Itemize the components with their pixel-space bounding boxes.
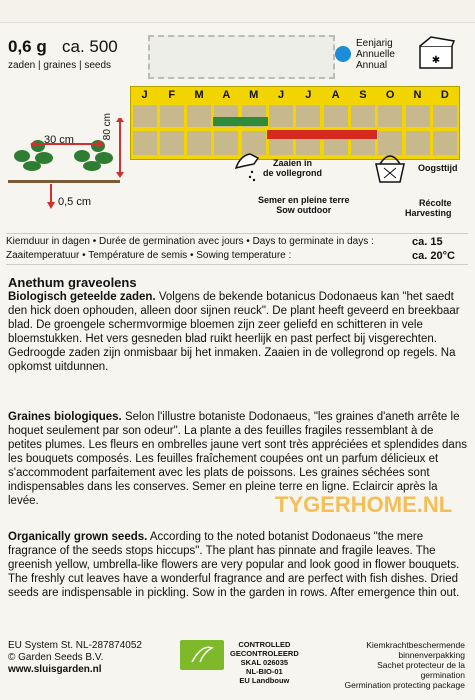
seed-units: zaden | graines | seeds xyxy=(8,60,112,71)
fr-lead: Graines biologiques. xyxy=(8,411,122,423)
annual-dot xyxy=(335,46,351,62)
plant-spacing: 30 cm xyxy=(44,134,74,146)
seed-weight: 0,6 g xyxy=(8,37,47,56)
species-name: Anethum graveolens xyxy=(8,275,137,290)
package-protection-info: Kiemkrachtbeschermende binnenverpakking Sachet protecteur de la germination Germination protecting package xyxy=(344,640,465,690)
month-label: O xyxy=(385,89,395,101)
month-cell xyxy=(406,131,430,155)
month-label: J xyxy=(305,89,312,101)
month-cell xyxy=(269,105,293,127)
month-label: A xyxy=(222,89,231,101)
divider xyxy=(6,233,468,234)
nl-lead: Biologisch geteelde zaden. xyxy=(8,291,156,303)
harvest-title: Oogsttijd xyxy=(418,163,458,173)
month-cell xyxy=(433,131,457,155)
sowing-depth: 0,5 cm xyxy=(58,196,92,208)
month-label: D xyxy=(440,89,449,101)
sowing-period-bar xyxy=(213,117,268,126)
harvest-subtitle: Récolte Harvesting xyxy=(405,198,452,218)
month-cell xyxy=(351,105,375,127)
nl-text: Volgens de bekende botanicus Dodonaeus kan "het saedt den hick doen ophouden, alleen door sijnen reuck". De plant heeft geveerd en breekbaar blad. De groengele schermvormige bloemen zijn zeer geliefd en schitteren in vele bloemstukken. Het vers gesneden blad ruikt heerlijk en past perfect bij visgerechten. Gedroogde zaden zijn onmisbaar bij het inmaken. Zaaien in de vollegrond op regels. Na opkomst uitdunnen. xyxy=(8,291,460,373)
month-cell xyxy=(160,105,184,127)
sowing-title: Zaaien in de vollegrond xyxy=(263,158,323,178)
en-lead: Organically grown seeds. xyxy=(8,531,148,543)
fr-text: Selon l'illustre botaniste Dodonaeus, "les graines d'aneth arrête le hoquet seulement par son odeur". La plante a des feuilles fragiles ressemblant à de petites plumes. Les fleurs en ombrelles jaune vert sont très appréciées et splendides dans les bouquets composés. Les feuilles fraîchement coupées ont un parfum délicieux et s'accommodent parfaitement avec les plats de poissons. Les graines séchées sont indispensables dans les conserves. Semer en pleine terre en ligne. Eclaircir après la levée. xyxy=(8,411,467,507)
month-cell xyxy=(296,105,320,127)
english-description xyxy=(8,530,468,600)
sowing-temp-value: ca. 20°C xyxy=(412,250,455,262)
row-spacing: 80 cm xyxy=(102,113,113,141)
sowing-hand-icon xyxy=(232,148,264,182)
organic-control-info: CONTROLLED GECONTROLEERD SKAL 026035 NL-BIO-01 EU Landbouw xyxy=(230,640,299,685)
month-label: J xyxy=(277,89,285,101)
month-label: N xyxy=(413,89,422,101)
seed-count: ca. 500 xyxy=(62,37,118,56)
ground-line xyxy=(8,180,120,183)
eu-system: EU System St. NL-287874052 xyxy=(8,640,142,651)
month-cell xyxy=(160,131,184,155)
month-label: M xyxy=(194,89,204,101)
sowing-subtitle: Semer en pleine terre Sow outdoor xyxy=(258,195,350,215)
month-cell xyxy=(133,105,157,127)
month-label: S xyxy=(359,89,367,101)
eu-organic-logo xyxy=(180,640,224,670)
annual-label: Eenjarig Annuelle Annual xyxy=(356,38,395,71)
top-strip xyxy=(0,0,475,23)
svg-text:✱: ✱ xyxy=(431,55,441,66)
package-window xyxy=(148,35,335,79)
harvest-basket-icon xyxy=(372,148,408,184)
footer-company xyxy=(8,640,142,676)
sowing-calendar xyxy=(130,86,460,160)
month-label: M xyxy=(249,89,259,101)
divider xyxy=(6,264,468,265)
copyright: © Garden Seeds B.V. xyxy=(8,652,104,663)
dutch-description xyxy=(8,276,468,374)
month-cell xyxy=(187,131,211,155)
month-label: A xyxy=(331,89,340,101)
sowing-temp-label: Zaaitemperatuur • Température de semis • Sowing temperature : xyxy=(6,250,292,261)
month-cell xyxy=(324,105,348,127)
month-cell xyxy=(187,105,211,127)
month-cell xyxy=(133,131,157,155)
storage-box-icon xyxy=(415,33,457,71)
harvest-period-bar xyxy=(267,130,377,139)
month-cell xyxy=(433,105,457,127)
depth-arrow xyxy=(46,184,56,210)
watermark: TYGERHOME.NL xyxy=(275,492,453,517)
website-link[interactable]: www.sluisgarden.nl xyxy=(8,664,102,675)
month-cell xyxy=(406,105,430,127)
germination-days-label: Kiemduur in dagen • Durée de germination avec jours • Days to germinate in days : xyxy=(6,236,374,247)
en-text: According to the noted botanist Dodonaeus "the mere fragrance of the seeds stops hiccups". The plant has pinnate and fragile leaves. The greenish yellow, umbrella-like flowers are very popular and look good in flower bouquets. The freshly cut leaves have a wonderful fragrance and are perfect with fish dishes. Dried seeds are indispensable in pickling. Sow in the garden in rows. After emergence thin out. xyxy=(8,531,460,599)
month-label: J xyxy=(141,89,148,101)
month-label: F xyxy=(168,89,176,101)
month-cell xyxy=(378,105,402,127)
germination-days-value: ca. 15 xyxy=(412,236,443,248)
